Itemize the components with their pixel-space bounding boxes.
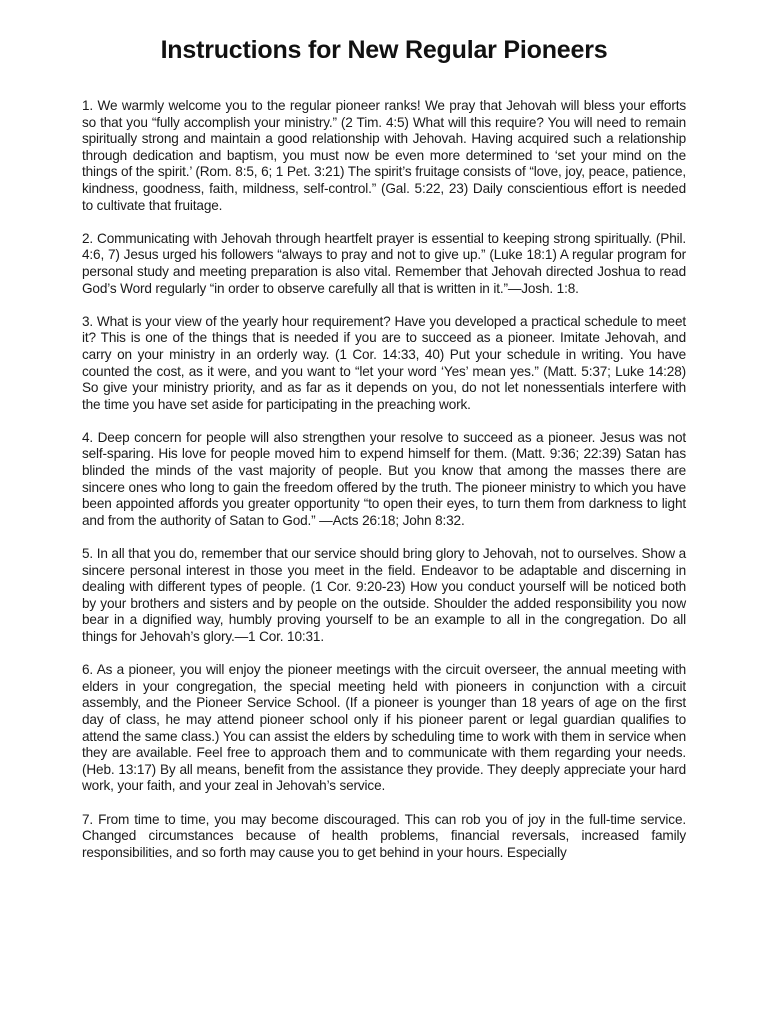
- paragraph-5: 5. In all that you do, remember that our service should bring glory to Jehovah, not to ourselves. Show a sincere personal interest in those you meet in the field. Endeavor to be adaptable and discerning in dealing with different types of people. (1 Cor. 9:20-23) How you conduct yourself will be noticed both by your brothers and sisters and by people on the outside. Shoulder the added responsibility you now bear in a dignified way, humbly proving yourself to be an example to all in the congregation. Do all things for Jehovah’s glory.—1 Cor. 10:31.: [82, 546, 686, 644]
- document-body: [82, 98, 686, 878]
- paragraph-6: 6. As a pioneer, you will enjoy the pioneer meetings with the circuit overseer, the annual meeting with elders in your congregation, the special meeting held with pioneers in conjunction with a circuit assembly, and the Pioneer Service School. (If a pioneer is younger than 18 years of age on the first day of class, he may attend pioneer school only if his pioneer parent or legal guardian qualifies to attend the same class.) You can assist the elders by scheduling time to work with them in service when they are available. Feel free to approach them and to communicate with them regarding your needs. (Heb. 13:17) By all means, benefit from the assistance they provide. They deeply appreciate your hard work, your faith, and your zeal in Jehovah’s service.: [82, 662, 686, 794]
- paragraph-1: 1. We warmly welcome you to the regular pioneer ranks! We pray that Jehovah will bless your efforts so that you “fully accomplish your ministry.” (2 Tim. 4:5) What will this require? You will need to remain spiritually strong and maintain a good relationship with Jehovah. Having acquired such a relationship through dedication and baptism, you must now be even more determined to ‘set your mind on the things of the spirit.’ (Rom. 8:5, 6; 1 Pet. 3:21) The spirit’s fruitage consists of “love, joy, peace, patience, kindness, goodness, faith, mildness, self-control.” (Gal. 5:22, 23) Daily conscientious effort is needed to cultivate that fruitage.: [82, 98, 686, 213]
- paragraph-4: 4. Deep concern for people will also strengthen your resolve to succeed as a pioneer. Jesus was not self-sparing. His love for people moved him to expend himself for them. (Matt. 9:36; 22:39) Satan has blinded the minds of the vast majority of people. But you know that among the masses there are sincere ones who long to gain the freedom offered by the truth. The pioneer ministry to which you have been appointed affords you greater opportunity “to open their eyes, to turn them from darkness to light and from the authority of Satan to God.” —Acts 26:18; John 8:32.: [82, 429, 686, 528]
- paragraph-2: 2. Communicating with Jehovah through heartfelt prayer is essential to keeping strong spiritually. (Phil. 4:6, 7) Jesus urged his followers “always to pray and not to give up.” (Luke 18:1) A regular program for personal study and meeting preparation is also vital. Remember that Jehovah directed Joshua to read God’s Word regularly “in order to observe carefully all that is written in it.”—Josh. 1:8.: [82, 230, 686, 296]
- paragraph-7: 7. From time to time, you may become discouraged. This can rob you of joy in the full-time service. Changed circumstances because of health problems, financial reversals, increased family responsibilities, and so forth may cause you to get behind in your hours. Especially: [82, 811, 686, 860]
- paragraph-3: 3. What is your view of the yearly hour requirement? Have you developed a practical schedule to meet it? This is one of the things that is needed if you are to succeed as a pioneer. Imitate Jehovah, and carry on your ministry in an orderly way. (1 Cor. 14:33, 40) Put your schedule in writing. You have counted the cost, as it were, and you want to “let your word ‘Yes’ mean yes.” (Matt. 5:37; Luke 14:28) So give your ministry priority, and as far as it depends on you, do not let nonessentials interfere with the time you have set aside for participating in the preaching work.: [82, 313, 686, 412]
- page-title: Instructions for New Regular Pioneers: [160, 36, 608, 64]
